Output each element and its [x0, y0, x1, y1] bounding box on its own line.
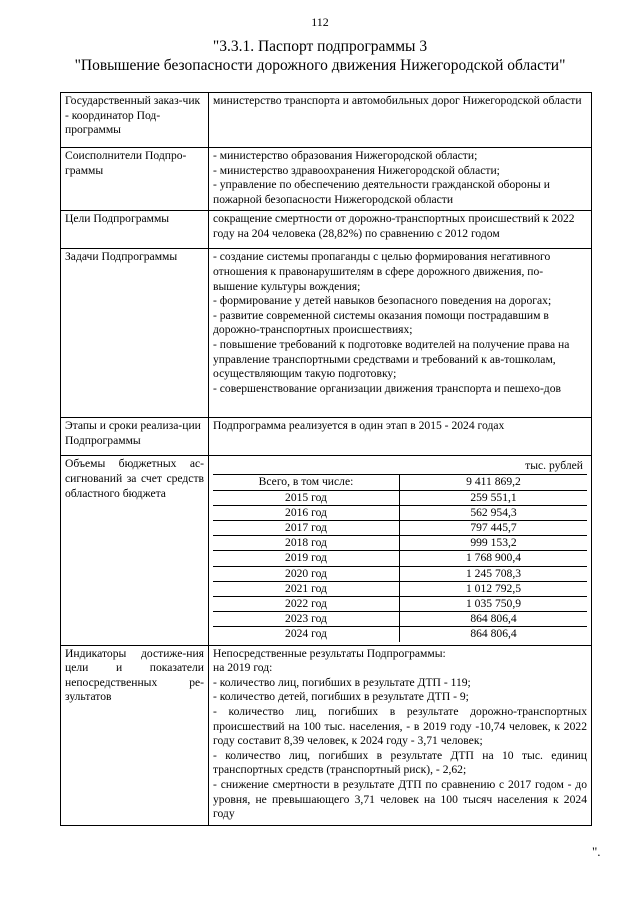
row-budget: [61, 456, 592, 645]
budget-row: [213, 475, 587, 490]
customer-value: министерство транспорта и автомобильных дорог Нижегородской области: [209, 93, 592, 148]
budget-row-value: 9 411 869,2: [400, 475, 588, 490]
budget-row-label: 2023 год: [213, 612, 400, 627]
indicator-item: - количество детей, погибших в результате ДТП - 9;: [213, 690, 469, 704]
budget-label: Объемы бюджетных ас-сигнований за счет средств областного бюджета: [61, 456, 209, 645]
indicator-item: - количество лиц, погибших в результате ДТП на 10 тыс. единиц транспортных средств (транспортный риск), - 2,62;: [213, 748, 587, 777]
tasks-value: [209, 249, 592, 418]
indicators-value: [209, 645, 592, 825]
budget-row: [213, 627, 587, 642]
budget-unit: тыс. рублей: [525, 459, 583, 473]
row-stages: [61, 418, 592, 456]
budget-row-label: 2019 год: [213, 551, 400, 566]
budget-row-value: 1 768 900,4: [400, 551, 588, 566]
budget-row: [213, 490, 587, 505]
budget-table: [213, 474, 587, 641]
budget-row-value: 562 954,3: [400, 505, 588, 520]
budget-row: [213, 566, 587, 581]
budget-value: [209, 456, 592, 645]
row-coexecutors: [61, 148, 592, 211]
budget-row: [213, 505, 587, 520]
tasks-label: Задачи Подпрограммы: [61, 249, 209, 418]
budget-row: [213, 581, 587, 596]
budget-row-label: 2020 год: [213, 566, 400, 581]
indicators-period: на 2019 год:: [213, 661, 273, 675]
customer-label: Государственный заказ-чик - координатор Под-программы: [61, 93, 209, 148]
row-tasks: [61, 249, 592, 418]
title-line-1: "3.3.1. Паспорт подпрограммы 3: [212, 38, 428, 55]
budget-row-value: 999 153,2: [400, 536, 588, 551]
indicators-label: Индикаторы достиже-ния цели и показатели непосредственных ре-зультатов: [61, 645, 209, 825]
indicator-item: - количество лиц, погибших в результате дорожно-транспортных происшествий на 100 тыс. населения, - в 2019 году -10,74 человек, к 2022 году составит 8,39 человек, к 2024 году - 3,71 человек;: [213, 704, 587, 748]
title-line-2: "Повышение безопасности дорожного движения Нижегородской области": [74, 57, 566, 74]
budget-row-label: 2024 год: [213, 627, 400, 642]
indicator-item: - снижение смертности в результате ДТП по сравнению с 2017 годом - до уровня, не превышающего 3,71 человек на 100 тысяч населения к 2024 году: [213, 777, 587, 821]
coexecutor-item: - министерство здравоохранения Нижегородской области;: [213, 163, 500, 177]
goals-value: сокращение смертности от дорожно-транспортных происшествий к 2022 году на 204 человека (28,82%) по сравнению с 2012 годом: [209, 211, 592, 249]
task-item: - формирование у детей навыков безопасного поведения на дорогах;: [213, 294, 552, 308]
row-goals: [61, 211, 592, 249]
task-item: - создание системы пропаганды с целью формирования негативного отношения к правонарушителям в сфере дорожного движения, по-вышение культуры вождения;: [213, 250, 551, 293]
budget-row-value: 864 806,4: [400, 612, 588, 627]
row-customer: [61, 93, 592, 148]
indicator-item: - количество лиц, погибших в результате ДТП - 119;: [213, 675, 471, 689]
page-number: 112: [311, 15, 329, 29]
passport-table: [60, 92, 592, 826]
task-item: - совершенствование организации движения транспорта и пешехо-дов: [213, 381, 561, 395]
coexecutors-value: [209, 148, 592, 211]
budget-row: [213, 597, 587, 612]
coexecutor-item: - министерство образования Нижегородской области;: [213, 149, 478, 162]
budget-row-label: Всего, в том числе:: [213, 475, 400, 490]
budget-row-value: 1 245 708,3: [400, 566, 588, 581]
closing-quote: ".: [592, 844, 601, 859]
budget-row-label: 2016 год: [213, 505, 400, 520]
budget-row-label: 2021 год: [213, 581, 400, 596]
task-item: - повышение требований к подготовке водителей на получение права на управление транспортными средствами и требований к ав-тошколам, осуществляющим такую подготовку;: [213, 337, 570, 381]
budget-row-value: 1 012 792,5: [400, 581, 588, 596]
budget-row-label: 2015 год: [213, 490, 400, 505]
stages-value: Подпрограмма реализуется в один этап в 2015 - 2024 годах: [209, 418, 592, 456]
budget-row: [213, 612, 587, 627]
row-indicators: [61, 645, 592, 825]
budget-row: [213, 520, 587, 535]
coexecutors-label: Соисполнители Подпро-граммы: [61, 148, 209, 211]
task-item: - развитие современной системы оказания помощи пострадавшим в дорожно-транспортных происшествиях;: [213, 308, 549, 337]
budget-row-value: 259 551,1: [400, 490, 588, 505]
budget-row: [213, 536, 587, 551]
indicators-intro: Непосредственные результаты Подпрограммы:: [213, 646, 446, 660]
document-title: [0, 37, 640, 75]
budget-row: [213, 551, 587, 566]
budget-row-label: 2022 год: [213, 597, 400, 612]
coexecutor-item: - управление по обеспечению деятельности гражданской обороны и пожарной безопасности Нижегородской области: [213, 178, 550, 206]
goals-label: Цели Подпрограммы: [61, 211, 209, 249]
budget-row-value: 797 445,7: [400, 520, 588, 535]
stages-label: Этапы и сроки реализа-ции Подпрограммы: [61, 418, 209, 456]
budget-row-value: 1 035 750,9: [400, 597, 588, 612]
budget-row-value: 864 806,4: [400, 627, 588, 642]
budget-row-label: 2018 год: [213, 536, 400, 551]
budget-row-label: 2017 год: [213, 520, 400, 535]
